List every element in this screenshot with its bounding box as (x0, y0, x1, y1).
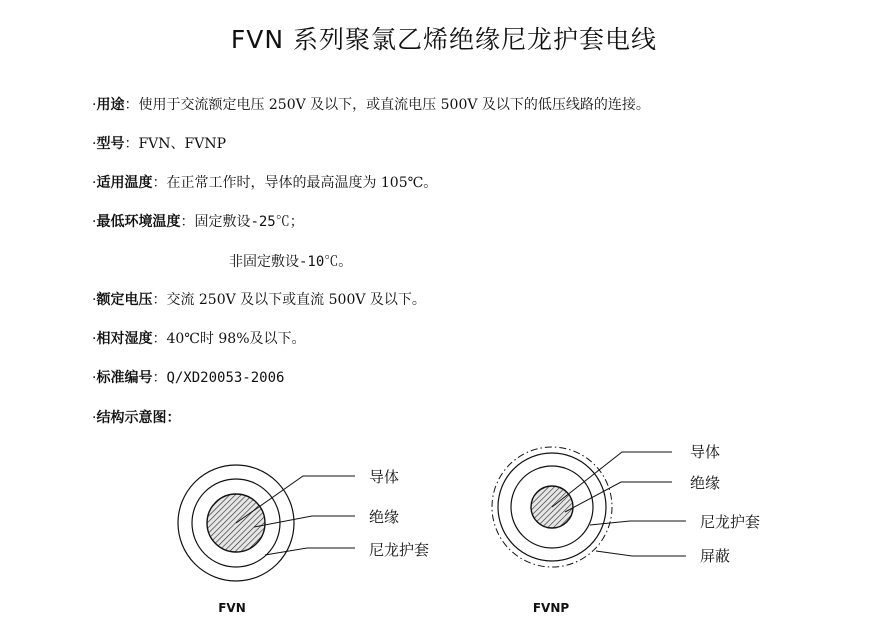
separator: ： (180, 214, 195, 230)
page-title: FVN 系列聚氯乙烯绝缘尼龙护套电线 (230, 25, 658, 54)
usage-label: 用途 (96, 97, 125, 113)
model-label: 型号 (96, 136, 125, 152)
voltage-value: 交流 250V 及以下或直流 500V 及以下。 (166, 292, 426, 308)
fvn-cross-section (178, 465, 429, 615)
bullet: · (92, 175, 97, 191)
fvnp-insulation-leader (565, 482, 672, 512)
diagram-label: 结构示意图 (96, 410, 167, 426)
fvnp-label-sheath: 尼龙护套 (700, 513, 761, 531)
separator: ： (166, 410, 181, 426)
humidity-label: 相对湿度 (96, 331, 153, 347)
bullet: · (92, 410, 97, 426)
bullet: · (92, 214, 97, 230)
min-temp-value-2: 非固定敷设-10℃。 (229, 254, 353, 270)
bullet: · (92, 331, 97, 347)
fvnp-label-shield: 屏蔽 (700, 547, 731, 565)
fvnp-label-insulation: 绝缘 (690, 474, 721, 492)
fvn-label-conductor: 导体 (369, 468, 400, 486)
bullet: · (92, 136, 97, 152)
separator: ： (152, 175, 167, 191)
fvnp-cross-section (492, 443, 760, 615)
usage-value: 使用于交流额定电压 250V 及以下，或直流电压 500V 及以下的低压线路的连接。 (138, 97, 650, 113)
humidity-value: 40℃时 98%及以下。 (166, 331, 306, 347)
fvnp-label-conductor: 导体 (690, 443, 721, 461)
separator: ： (124, 97, 139, 113)
min-temp-value: 固定敷设-25℃； (194, 214, 304, 230)
fvnp-shield-leader (596, 551, 686, 556)
separator: ： (152, 292, 167, 308)
fvn-insulation-leader (254, 516, 355, 527)
separator: ： (152, 331, 167, 347)
temp-label: 适用温度 (96, 175, 153, 191)
separator: ： (152, 370, 167, 386)
bullet: · (92, 292, 97, 308)
fvn-label-sheath: 尼龙护套 (369, 541, 430, 559)
model-value: FVN、FVNP (138, 136, 227, 152)
standard-value: Q/XD20053-2006 (166, 370, 285, 386)
bullet: · (92, 97, 97, 113)
separator: ： (124, 136, 139, 152)
min-temp-label: 最低环境温度 (96, 214, 181, 230)
bullet: · (92, 370, 97, 386)
fvn-sheath-leader (265, 548, 355, 555)
fvn-label-insulation: 绝缘 (369, 508, 400, 526)
fvnp-caption: FVNP (532, 601, 570, 615)
voltage-label: 额定电压 (96, 292, 153, 308)
temp-value: 在正常工作时，导体的最高温度为 105℃。 (166, 175, 438, 191)
fvn-caption: FVN (218, 601, 246, 615)
standard-label: 标准编号 (96, 370, 153, 386)
